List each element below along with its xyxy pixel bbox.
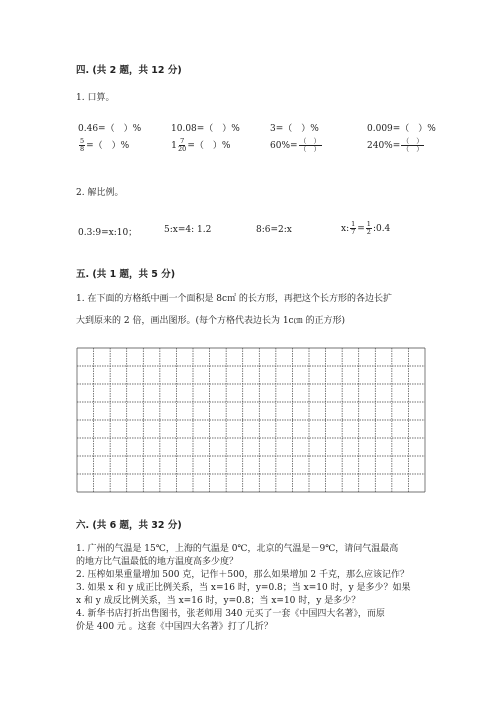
proportion-item-3: 8:6=2:x — [256, 225, 292, 235]
section6-line-7: 价是 400 元 。这套《中国四大名著》打了几折？ — [76, 622, 273, 632]
section5-header: 五. (共 1 题，共 5 分) — [76, 269, 176, 280]
fraction: $\frac{1}{2}$ — [366, 220, 371, 236]
proportion-item-4: x: $\frac{1}{7}$ = $\frac{1}{2}$ :0.4 — [341, 220, 391, 236]
section6-line-1: 1. 广州的气温是 15℃，上海的气温是 0℃，北京的气温是－9℃，请问气温最高 — [76, 544, 399, 554]
fraction-blank: $\frac{( )}{( )}$ — [299, 137, 321, 153]
oral-calc-item-2: 10.08=（ ）% — [171, 124, 240, 134]
grid-paper[interactable] — [76, 347, 426, 493]
fraction: $\frac{1}{7}$ — [351, 220, 356, 236]
section5-q1-line2: 大到原来的 2 倍，画出图形。(每个方格代表边长为 1c㎝ 的正方形) — [76, 316, 345, 326]
q2-label: 2. 解比例。 — [76, 188, 124, 198]
fraction-blank: $\frac{( )}{( )}$ — [402, 137, 424, 153]
q1-label: 1. 口算。 — [76, 93, 115, 103]
section6-line-6: 4. 新华书店打折出售图书，张老师用 340 元买了一套《中国四大名著》，而原 — [76, 609, 385, 619]
fraction: $\frac{7}{20}$ — [178, 137, 187, 153]
section4-header: 四. (共 2 题，共 12 分) — [76, 65, 182, 76]
oral-calc-item-1: 0.46=（ ）% — [78, 124, 142, 134]
section6-header: 六. (共 6 题，共 32 分) — [76, 520, 182, 531]
section6-line-3: 2. 压榨如果重量增加 500 克，记作＋500，那么如果增加 2 千克，那么应该记作？ — [76, 570, 409, 580]
section6-line-2: 的地方比气温最低的地方温度高多少度？ — [76, 557, 239, 567]
fraction: $\frac{5}{8}$ — [80, 137, 85, 153]
section6-line-5: x 和 y 成反比例关系，当 x=16 时，y=0.8；当 x=10 时，y 是多少？ — [76, 596, 361, 606]
section5-q1-line1: 1. 在下面的方格纸中画一个面积是 8c㎡ 的长方形，再把这个长方形的各边长扩 — [76, 294, 392, 304]
proportion-item-1: 0.3:9=x:10； — [78, 228, 138, 238]
oral-calc-item-6: 1 $\frac{7}{20}$ =（ ）% — [171, 137, 231, 153]
oral-calc-item-4: 0.009=（ ）% — [367, 124, 436, 134]
oral-calc-item-7: 60%= $\frac{( )}{( )}$ — [270, 137, 321, 153]
oral-calc-item-3: 3=（ ）% — [270, 124, 319, 134]
oral-calc-item-8: 240%= $\frac{( )}{( )}$ — [367, 137, 424, 153]
oral-calc-item-5: $\frac{5}{8}$ =（ ）% — [80, 137, 130, 153]
proportion-item-2: 5:x=4: 1.2 — [164, 225, 212, 235]
section6-line-4: 3. 如果 x 和 y 成正比例关系，当 x=16 时，y=0.8；当 x=10 时，y 是多少？如果 — [76, 583, 411, 593]
